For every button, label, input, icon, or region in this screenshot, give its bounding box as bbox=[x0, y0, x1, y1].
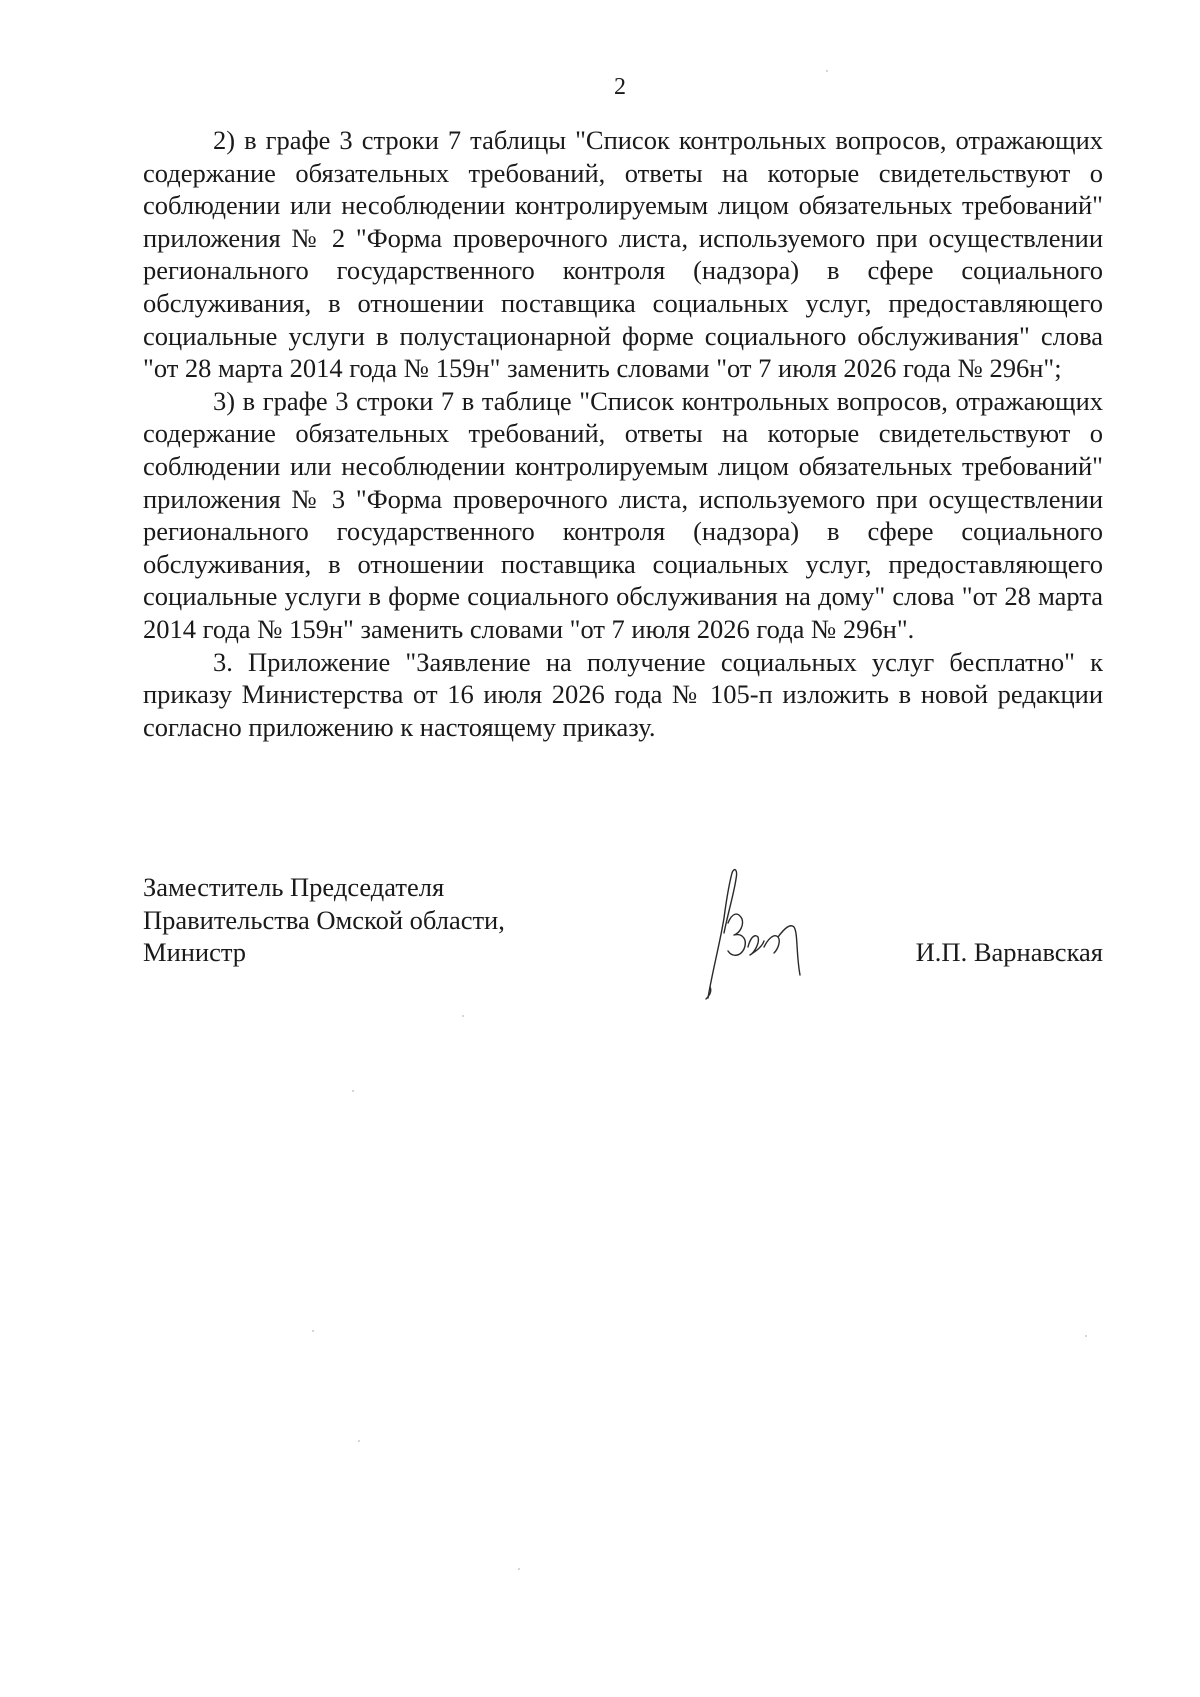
signature-block bbox=[143, 871, 1103, 1051]
document-body bbox=[143, 124, 1103, 743]
paragraph-item-2: 2) в графе 3 строки 7 таблицы "Список контрольных вопросов, отражающих содержание обязательных требований, ответы на которые свидетельствуют о соблюдении или несоблюдении контролируемым лицом обязательных требований" приложения № 2 "Форма проверочного листа, используемого при осуществлении регионального государственного контроля (надзора) в сфере социального обслуживания, в отношении поставщика социальных услуг, предоставляющего социальные услуги в полустационарной форме социального обслуживания" слова "от 28 марта 2014 года № 159н" заменить словами "от 7 июля 2026 года № 296н"; bbox=[143, 125, 1103, 384]
position-line: Министр bbox=[143, 937, 247, 968]
paragraph-point-3: 3. Приложение "Заявление на получение социальных услуг бесплатно" к приказу Министерства от 16 июля 2026 года № 105-п изложить в новой редакции согласно приложению к настоящему приказу. bbox=[143, 646, 1103, 742]
paragraph-item-3: 3) в графе 3 строки 7 в таблице "Список контрольных вопросов, отражающих содержание обязательных требований, ответы на которые свидетельствуют о соблюдении или несоблюдении контролируемым лицом обязательных требований" приложения № 3 "Форма проверочного листа, используемого при осуществлении регионального государственного контроля (надзора) в сфере социального обслуживания, в отношении поставщика социальных услуг, предоставляющего социальные услуги в форме социального обслуживания на дому" слова "от 28 марта 2014 года № 159н" заменить словами "от 7 июля 2026 года № 296н". bbox=[143, 385, 1103, 644]
signatory-name: И.П. Варнавская bbox=[915, 937, 1103, 967]
signatory-position bbox=[143, 871, 505, 969]
handwritten-signature bbox=[698, 863, 818, 1003]
page-number: 2 bbox=[614, 74, 626, 100]
position-line: Правительства Омской области, bbox=[143, 904, 505, 935]
position-line: Заместитель Председателя bbox=[143, 872, 445, 902]
